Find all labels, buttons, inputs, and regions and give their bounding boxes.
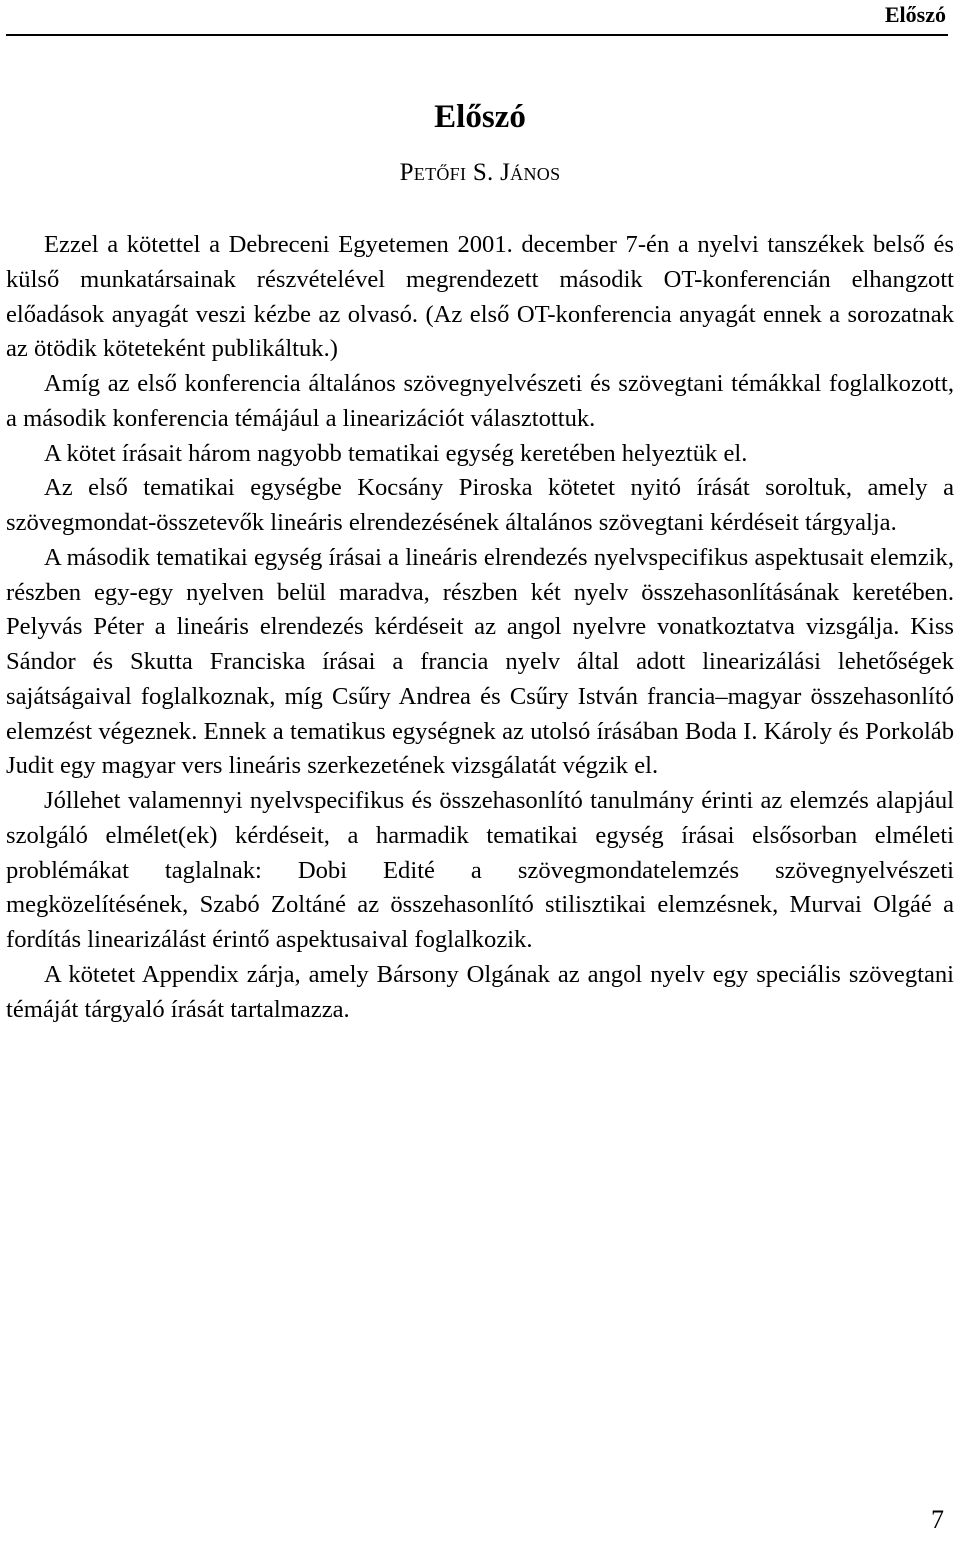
page-number: 7 (931, 1505, 944, 1534)
paragraph: A kötet írásait három nagyobb tematikai egység keretében helyeztük el. (44, 439, 748, 467)
header-rule (6, 34, 948, 36)
paragraph: Amíg az első konferencia általános szövegnyelvészeti és szövegtani témákkal foglalkozott, a második konferencia témájául a linearizációt választottuk. (6, 370, 954, 432)
article-title: Előszó (434, 99, 526, 135)
paragraph: Jóllehet valamennyi nyelvspecifikus és összehasonlító tanulmány érinti az elemzés alapjául szolgáló elmélet(ek) kérdéseit, a harmadik tematikai egység írásai elsősorban elméleti problémákat taglalnak: Dobi Edité a szövegmondatelemzés szövegnyelvészeti megközelítésének, Szabó Zoltáné az összehasonlító stilisztikai elemzésnek, Murvai Olgáé a fordítás linearizálást érintő aspektusaival foglalkozik. (6, 787, 954, 953)
paragraph: Ezzel a kötettel a Debreceni Egyetemen 2001. december 7-én a nyelvi tanszékek belső és külső munkatársainak részvételével megrendezett második OT-konferencián elhangzott előadások anyagát veszi kézbe az olvasó. (Az első OT-konferencia anyagát ennek a sorozatnak az ötödik köteteként publikáltuk.) (6, 231, 954, 363)
paragraph: A második tematikai egység írásai a lineáris elrendezés nyelvspecifikus aspektusait elemzik, részben egy-egy nyelven belül maradva, részben két nyelv összehasonlításának keretében. Pelyvás Péter a lineáris elrendezés kérdéseit az angol nyelvre vonatkoztatva vizsgálja. Kiss Sándor és Skutta Franciska írásai a francia nyelv által adott linearizálási lehetőségek sajátságaival foglalkoznak, míg Csűry Andrea és Csűry István francia–magyar összehasonlító elemzést végeznek. Ennek a tematikus egységnek az utolsó írásában Boda I. Károly és Porkoláb Judit egy magyar vers lineáris szerkezetének vizsgálatát végzik el. (6, 543, 954, 780)
paragraph: Az első tematikai egységbe Kocsány Piroska kötetet nyitó írását soroltuk, amely a szövegmondat-összetevők lineáris elrendezésének általános szövegtani kérdéseit tárgyalja. (6, 474, 954, 536)
article-author: Petőfi S. János (399, 159, 561, 186)
running-title: Előszó (884, 2, 946, 27)
paragraph: A kötetet Appendix zárja, amely Bársony Olgának az angol nyelv egy speciális szövegtani témáját tárgyaló írását tartalmazza. (6, 960, 954, 1023)
article-body (6, 228, 954, 1027)
